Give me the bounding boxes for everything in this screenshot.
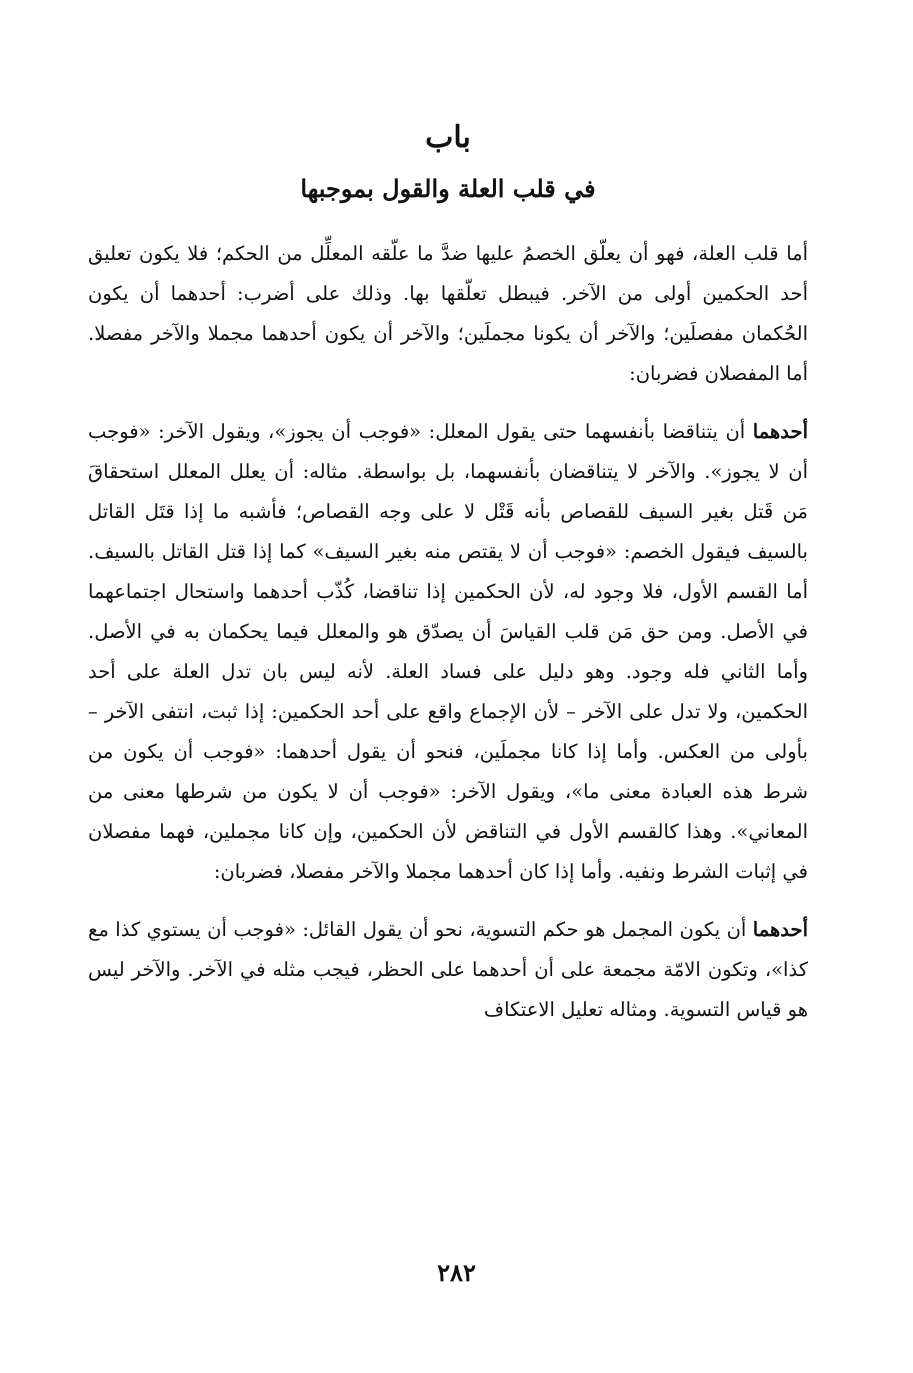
paragraph-1-text: أما قلب العلة، فهو أن يعلّق الخصمُ عليها ضدَّ ما علّقه المعلِّل من الحكم؛ فلا يكون تعليق أحد الحكمين أولى من الآخر. فيبطل تعلّقها بها. وذلك على أضرب: أحدهما أن يكون الحُكمان مفصلَين؛ والآخر أن يكونا مجملَين؛ والآخر أن يكون أحدهما مجملا والآخر مفصلا. أما المفصلان فضربان: bbox=[88, 242, 808, 385]
paragraph-2-text: أن يتناقضا بأنفسهما حتى يقول المعلل: «فوجب أن يجوز»، ويقول الآخر: «فوجب أن لا يجوز». والآخر لا يتناقضان بأنفسهما، بل بواسطة. مثاله: أن يعلل المعلل استحقاقَ مَن قَتل بغير السيف للقصاص بأنه قَتْل لا على وجه القصاص؛ فأشبه ما إذا قتَل القاتل بالسيف فيقول الخصم: «فوجب أن لا يقتص منه بغير السيف» كما إذا قتل القاتل بالسيف. أما القسم الأول، فلا وجود له، لأن الحكمين إذا تناقضا، كُذّب أحدهما واستحال اجتماعهما في الأصل. ومن حق مَن قلب القياسَ أن يصدّق هو والمعلل فيما يحكمان به في الأصل. وأما الثاني فله وجود. وهو دليل على فساد العلة. لأنه ليس بان تدل العلة على أحد الحكمين، ولا تدل على الآخر – لأن الإجماع واقع على أحد الحكمين: إذا ثبت، انتفى الآخر – بأولى من العكس. وأما إذا كانا مجملَين، فنحو أن يقول أحدهما: «فوجب أن يكون من شرط هذه العبادة معنى ما»، ويقول الآخر: «فوجب أن لا يكون من شرطها معنى من المعاني». وهذا كالقسم الأول في التناقض لأن الحكمين، وإن كانا مجملين، فهما مفصلان في إثبات الشرط ونفيه. وأما إذا كان أحدهما مجملا والآخر مفصلا، فضربان: bbox=[88, 420, 808, 883]
paragraph-2 bbox=[88, 412, 808, 892]
paragraph-3 bbox=[88, 910, 808, 1030]
paragraph-2-lead: أحدهما bbox=[752, 420, 808, 443]
paragraph-3-lead: أحدهما bbox=[752, 918, 808, 941]
paragraph-1 bbox=[88, 234, 808, 394]
page-number: ٢٨٢ bbox=[437, 1258, 476, 1287]
chapter-heading: باب bbox=[425, 120, 471, 155]
page-content bbox=[88, 118, 808, 1048]
paragraph-3-text: أن يكون المجمل هو حكم التسوية، نحو أن يقول القائل: «فوجب أن يستوي كذا مع كذا»، وتكون الامّة مجمعة على أن أحدهما على الحظر، فيجب مثله في الآخر. والآخر ليس هو قياس التسوية. ومثاله تعليل الاعتكاف bbox=[88, 918, 808, 1021]
chapter-subtitle: في قلب العلة والقول بموجبها bbox=[300, 174, 596, 203]
